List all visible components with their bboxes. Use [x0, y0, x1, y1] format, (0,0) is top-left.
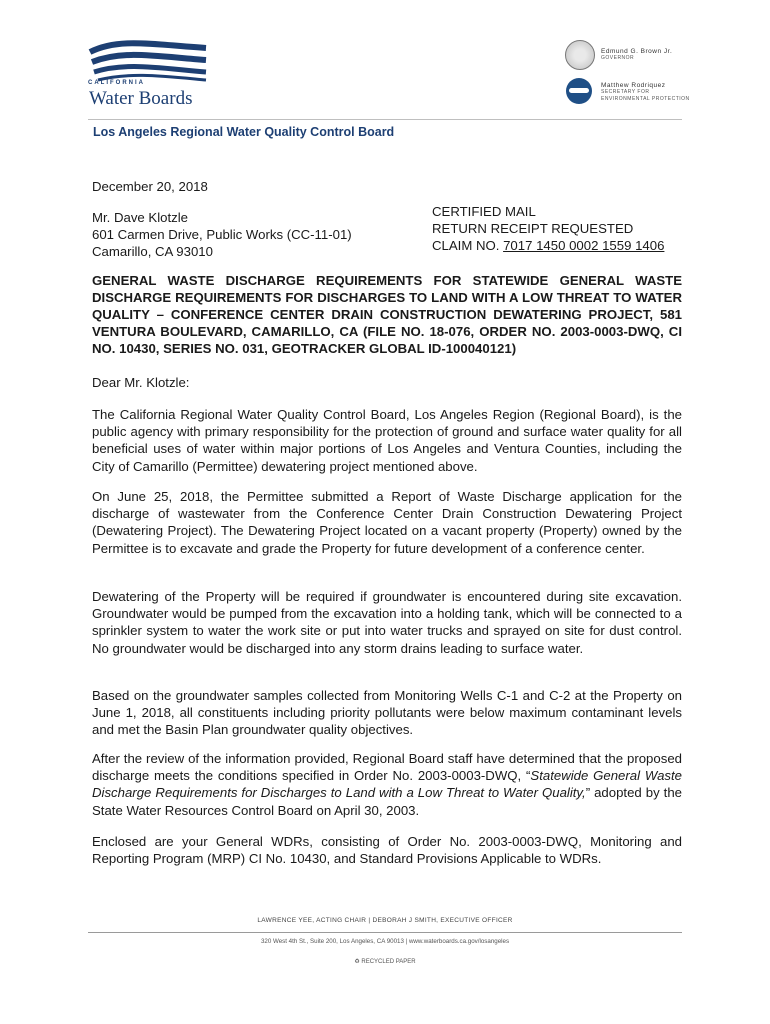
recycled-label: RECYCLED PAPER [361, 959, 416, 965]
footer-address: 320 West 4th St., Suite 200, Los Angeles, CA 90013 | www.waterboards.ca.gov/losangeles [260, 938, 510, 945]
state-label: CALIFORNIA [88, 80, 145, 86]
letter-date: December 20, 2018 [92, 179, 208, 194]
paragraph-2: On June 25, 2018, the Permittee submitted a Report of Waste Discharge application for the discharge of wastewater from the Conference Center Drain Construction Dewatering Project (Dewatering Project). The Dewatering Project located on a vacant property (Property) owned by the Permittee is to excavate and grade the Property for future development of a conference center. [92, 489, 682, 556]
paragraph-6: Enclosed are your General WDRs, consisting of Order No. 2003-0003-DWQ, Monitoring and Reporting Program (MRP) CI No. 10430, and Standard Provisions Applicable to WDRs. [92, 834, 682, 867]
governor-title: GOVERNOR [601, 55, 635, 61]
secretary-title-line1: SECRETARY FOR [601, 89, 650, 95]
claim-line [432, 237, 664, 254]
claim-prefix: CLAIM NO. [432, 238, 504, 253]
recipient-address-line1: 601 Carmen Drive, Public Works (CC-11-01) [92, 227, 352, 242]
mailing-block [432, 203, 664, 254]
governor-block [601, 48, 672, 62]
recipient-address-line2: Camarillo, CA 93010 [92, 244, 213, 259]
footer-divider [88, 932, 682, 933]
board-name: Los Angeles Regional Water Quality Control Board [93, 125, 395, 139]
paragraph-5-part2: ” adopted by the State Water Resources Control Board on April 30, 2003. [92, 785, 682, 818]
subject-line: GENERAL WASTE DISCHARGE REQUIREMENTS FOR STATEWIDE GENERAL WASTE DISCHARGE REQUIREMENTS FOR DISCHARGES TO LAND WITH A LOW THREAT TO WATER QUALITY – CONFERENCE CENTER DRAIN CONSTRUCTION DEWATERING PROJECT, 581 VENTURA BOULEVARD, CAMARILLO, CA (FILE NO. 18-076, ORDER NO. 2003-0003-DWQ, CI NO. 10430, SERIES NO. 031, GEOTRACKER GLOBAL ID-100040121) [92, 273, 682, 356]
secretary-block [601, 82, 690, 103]
paragraph-5 [92, 750, 682, 819]
footer-officers: LAWRENCE YEE, ACTING CHAIR | DEBORAH J SMITH, EXECUTIVE OFFICER [257, 917, 513, 924]
agency-name: Water Boards [89, 88, 193, 109]
header-divider [88, 119, 682, 120]
paragraph-5-part1: After the review of the information provided, Regional Board staff have determined that the proposed discharge meets the conditions specified in Order No. 2003-0003-DWQ, “ [92, 751, 682, 784]
claim-number: 7017 1450 0002 1559 1406 [503, 238, 665, 253]
order-title: Statewide General Waste Discharge Requirements for Discharges to Land with a Low Threat to Water Quality, [92, 768, 682, 801]
paragraph-1: The California Regional Water Quality Control Board, Los Angeles Region (Regional Board), is the public agency with primary responsibility for the protection of ground and surface water quality for all beneficial uses of water within major portions of Los Angeles and Ventura Counties, including the City of Camarillo (Permittee) dewatering project mentioned above. [92, 407, 682, 474]
secretary-name: Matthew Rodriquez [601, 82, 666, 89]
paragraph-3: Dewatering of the Property will be required if groundwater is encountered during site excavation. Groundwater would be pumped from the excavation into a holding tank, which will be connected to a sprinkler system to water the work site or put into water trucks and sprayed on site for dust control. No groundwater would be discharged into any storm drains leading to surface water. [92, 589, 682, 656]
paragraph-4: Based on the groundwater samples collected from Monitoring Wells C-1 and C-2 at the Property on June 1, 2018, all constituents including priority pollutants were below maximum contaminant levels and met the Basin Plan groundwater quality objectives. [92, 688, 682, 738]
governor-name: Edmund G. Brown Jr. [601, 48, 673, 55]
recycled-paper-note [0, 958, 770, 965]
calepa-logo-icon [566, 78, 592, 104]
certified-mail: CERTIFIED MAIL [432, 204, 536, 219]
state-seal-icon [565, 40, 595, 70]
secretary-title-line2: ENVIRONMENTAL PROTECTION [601, 96, 690, 102]
salutation: Dear Mr. Klotzle: [92, 375, 190, 390]
return-receipt: RETURN RECEIPT REQUESTED [432, 221, 634, 236]
recycle-icon: ♻ [354, 959, 362, 965]
recipient-name: Mr. Dave Klotzle [92, 210, 189, 225]
waves-icon [88, 40, 208, 82]
recipient-address [92, 209, 352, 260]
